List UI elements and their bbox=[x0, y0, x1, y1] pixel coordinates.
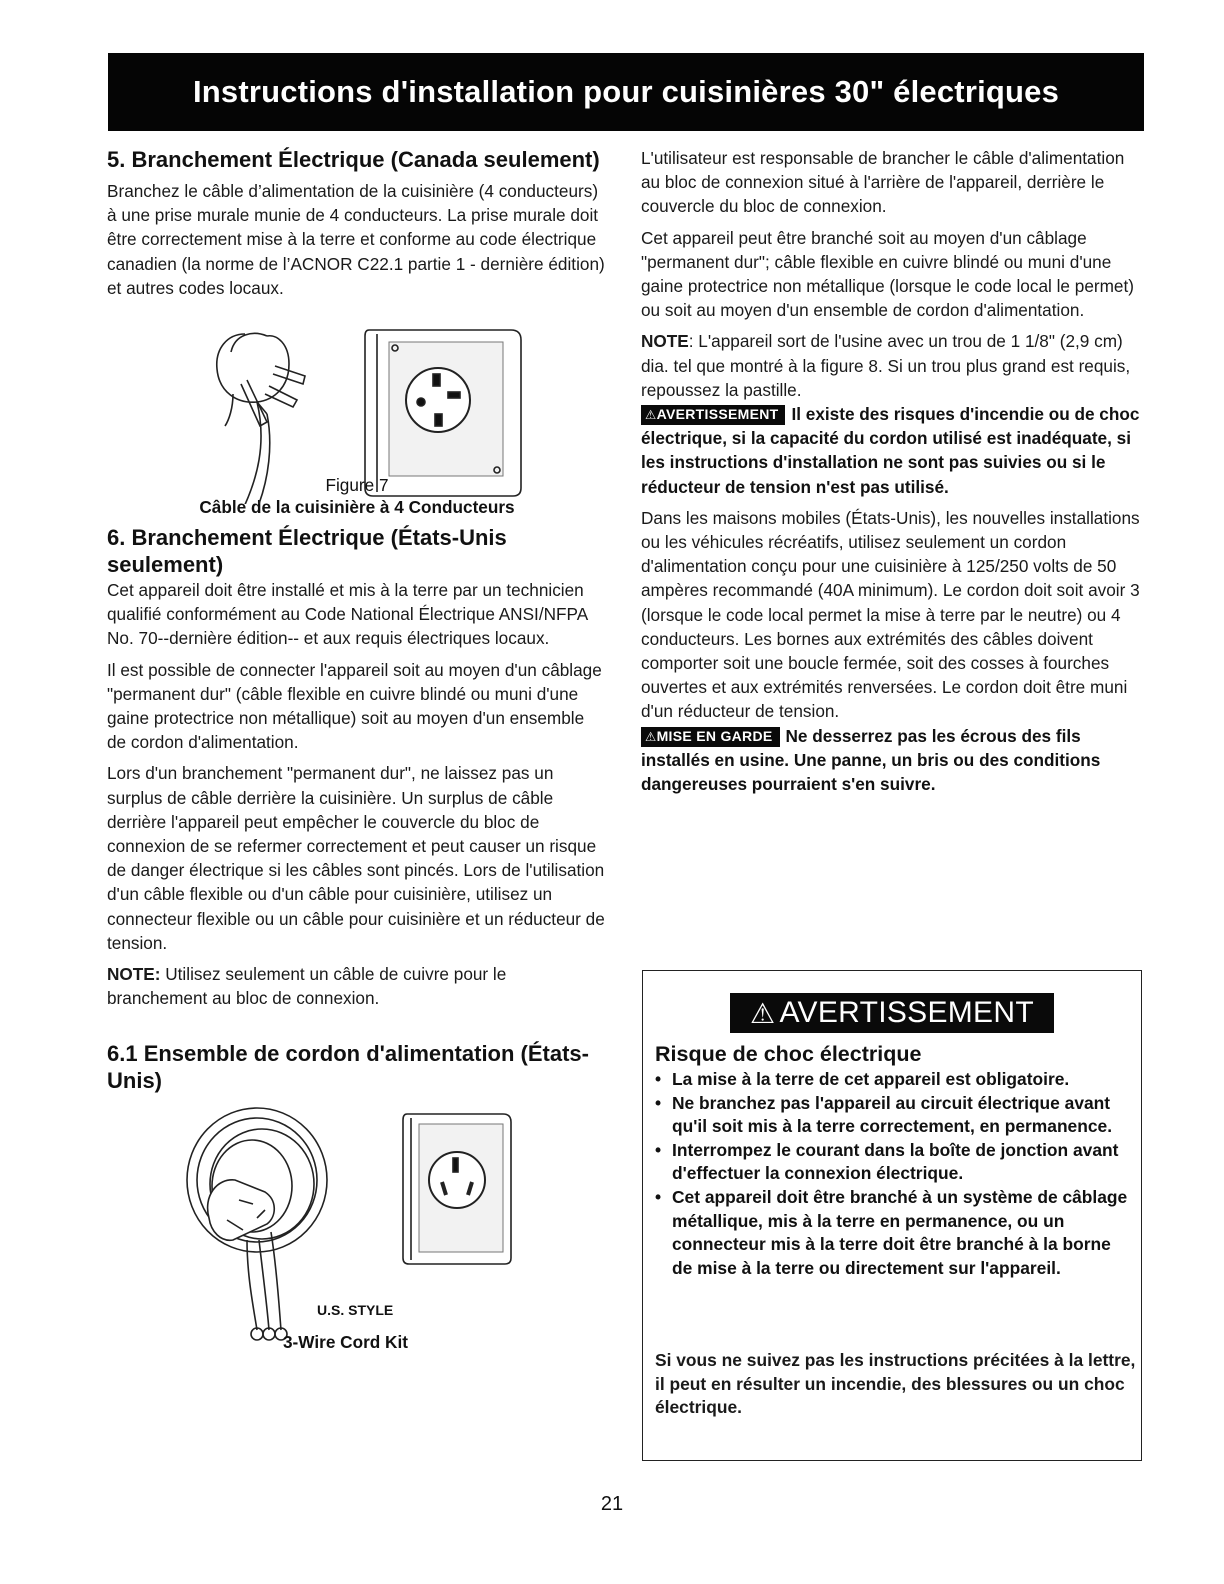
section-6-note bbox=[107, 962, 607, 1010]
list-item: • La mise à la terre de cet appareil est obligatoire. bbox=[655, 1068, 1135, 1092]
caution-text: Ne desserrez pas les écrous des fils installés en usine. Une panne, un bris ou des conditions dangereuses pourraient s'en suivre. bbox=[641, 725, 1101, 795]
warning-box-list bbox=[655, 1068, 1135, 1280]
right-note bbox=[641, 329, 1146, 402]
section-5-body: Branchez le câble d’alimentation de la cuisinière (4 conducteurs) à une prise murale munie de 4 conducteurs. La prise murale doit être correctement mise à la terre et conforme au code électrique canadien (la norme de l’ACNOR C22.1 partie 1 - dernière édition) et autres codes locaux. bbox=[107, 181, 605, 298]
warning-paragraph bbox=[641, 402, 1146, 499]
right-column bbox=[641, 146, 1146, 796]
warning-label-text: AVERTISSEMENT bbox=[656, 406, 779, 423]
list-item: • Cet appareil doit être branché à un système de câblage métallique, mis à la terre en permanence, ou un connecteur mis à la terre doit être branché à la borne de mise à la terre ou directement sur l'appareil. bbox=[655, 1186, 1135, 1280]
right-p1: L'utilisateur est responsable de brancher le câble d'alimentation au bloc de connexion situé à l'arrière de l'appareil, derrière le couvercle du bloc de connexion. bbox=[641, 148, 1125, 217]
right-note-text: : L'appareil sort de l'usine avec un trou de 1 1/8" (2,9 cm) dia. tel que montré à la figure 8. Si un trou plus grand est requis, repoussez la pastille. bbox=[641, 331, 1131, 400]
figure-7-caption: Câble de la cuisinière à 4 Conducteurs bbox=[199, 497, 515, 518]
us-style-label: U.S. STYLE bbox=[317, 1302, 394, 1319]
page-title-banner bbox=[108, 53, 1144, 131]
page-title: Instructions d'installation pour cuisinières 30" électriques bbox=[192, 74, 1060, 109]
warning-box bbox=[642, 970, 1142, 1461]
section-5-title: 5. Branchement Électrique (Canada seulement) bbox=[107, 147, 600, 172]
figure-7-label: Figure 7 bbox=[325, 475, 389, 496]
warning-box-final: Si vous ne suivez pas les instructions précitées à la lettre, il peut en résulter un incendie, des blessures ou un choc électrique. bbox=[655, 1350, 1136, 1418]
page-number: 21 bbox=[600, 1493, 624, 1515]
warning-box-title: Risque de choc électrique bbox=[655, 1042, 922, 1066]
warning-box-triangle-icon: ⚠ bbox=[750, 997, 776, 1029]
note-text: Utilisez seulement un câble de cuivre pour le branchement au bloc de connexion. bbox=[107, 964, 507, 1009]
warning-text: Il existe des risques d'incendie ou de choc électrique, si la capacité du cordon utilisé est inadéquate, si les instructions d'installation ne sont pas suivies ou si le réducteur de tension n'est pas utilisé. bbox=[641, 404, 1140, 497]
right-p3: Dans les maisons mobiles (États-Unis), les nouvelles installations ou les véhicules récréatifs, utilisez seulement un cordon d'alimentation conçu pour une cuisinière à 125/250 volts de 50 ampères recommandé (40A minimum). Le cordon doit soit avoir 3 (lorsque le code local permet la mise à terre par le neutre) ou 4 conducteurs. Les bornes aux extrémités des câbles doivent comporter soit une boucle fermée, soit des cosses à fourches ouvertes et aux extrémités renversées. Le cordon doit être muni d'un réducteur de tension. bbox=[641, 507, 1140, 722]
caution-paragraph bbox=[641, 724, 1146, 797]
cord-kit-figure bbox=[107, 1100, 607, 1355]
cord-kit-caption: 3-Wire Cord Kit bbox=[283, 1332, 408, 1353]
caution-triangle-icon: ⚠ bbox=[645, 729, 657, 744]
section-6-title: 6. Branchement Électrique (États-Unis seulement) bbox=[107, 525, 507, 578]
caution-label-text: MISE EN GARDE bbox=[656, 727, 773, 744]
left-column bbox=[107, 146, 607, 1355]
section-6-1-title: 6.1 Ensemble de cordon d'alimentation (États-Unis) bbox=[107, 1041, 589, 1094]
section-6-p1: Cet appareil doit être installé et mis à la terre par un technicien qualifié conformément au Code National Électrique ANSI/NFPA No. 70--dernière édition-- et aux requis électriques locaux. bbox=[107, 580, 588, 649]
warning-label bbox=[641, 405, 785, 425]
section-6-p3: Lors d'un branchement "permanent dur", ne laissez pas un surplus de câble derrière la cuisinière. Un surplus de câble derrière l'appareil peut empêcher le couvercle du bloc de connexion de se refermer correctement et peut causer un risque de danger électrique si les câbles sont pincés. Lors de l'utilisation d'un câble flexible ou d'un câble pour cuisinière, utilisez un connecteur flexible ou un câble pour cuisinière et un réducteur de tension. bbox=[107, 763, 605, 953]
section-6-p2: Il est possible de connecter l'appareil soit au moyen d'un câblage "permanent dur" (câble flexible en cuivre blindé ou muni d'une gaine protectrice non métallique) soit au moyen d'un ensemble de cordon d'alimentation. bbox=[107, 659, 602, 753]
caution-label bbox=[641, 727, 780, 747]
figure-7 bbox=[107, 304, 607, 514]
list-item: • Interrompez le courant dans la boîte de jonction avant d'effectuer la connexion électrique. bbox=[655, 1139, 1135, 1186]
warning-box-banner-text: AVERTISSEMENT bbox=[779, 996, 1034, 1029]
right-note-label: NOTE bbox=[641, 331, 689, 352]
warning-triangle-icon: ⚠ bbox=[645, 408, 657, 423]
list-item: • Ne branchez pas l'appareil au circuit électrique avant qu'il soit mis à la terre correctement, en permanence. bbox=[655, 1092, 1135, 1139]
note-label: NOTE: bbox=[107, 964, 161, 985]
warning-box-banner bbox=[730, 993, 1054, 1033]
right-p2: Cet appareil peut être branché soit au moyen d'un câblage "permanent dur"; câble flexible en cuivre blindé ou muni d'une gaine protectrice non métallique (lorsque le code local le permet) ou soit au moyen d'un ensemble de cordon d'alimentation. bbox=[641, 227, 1134, 321]
